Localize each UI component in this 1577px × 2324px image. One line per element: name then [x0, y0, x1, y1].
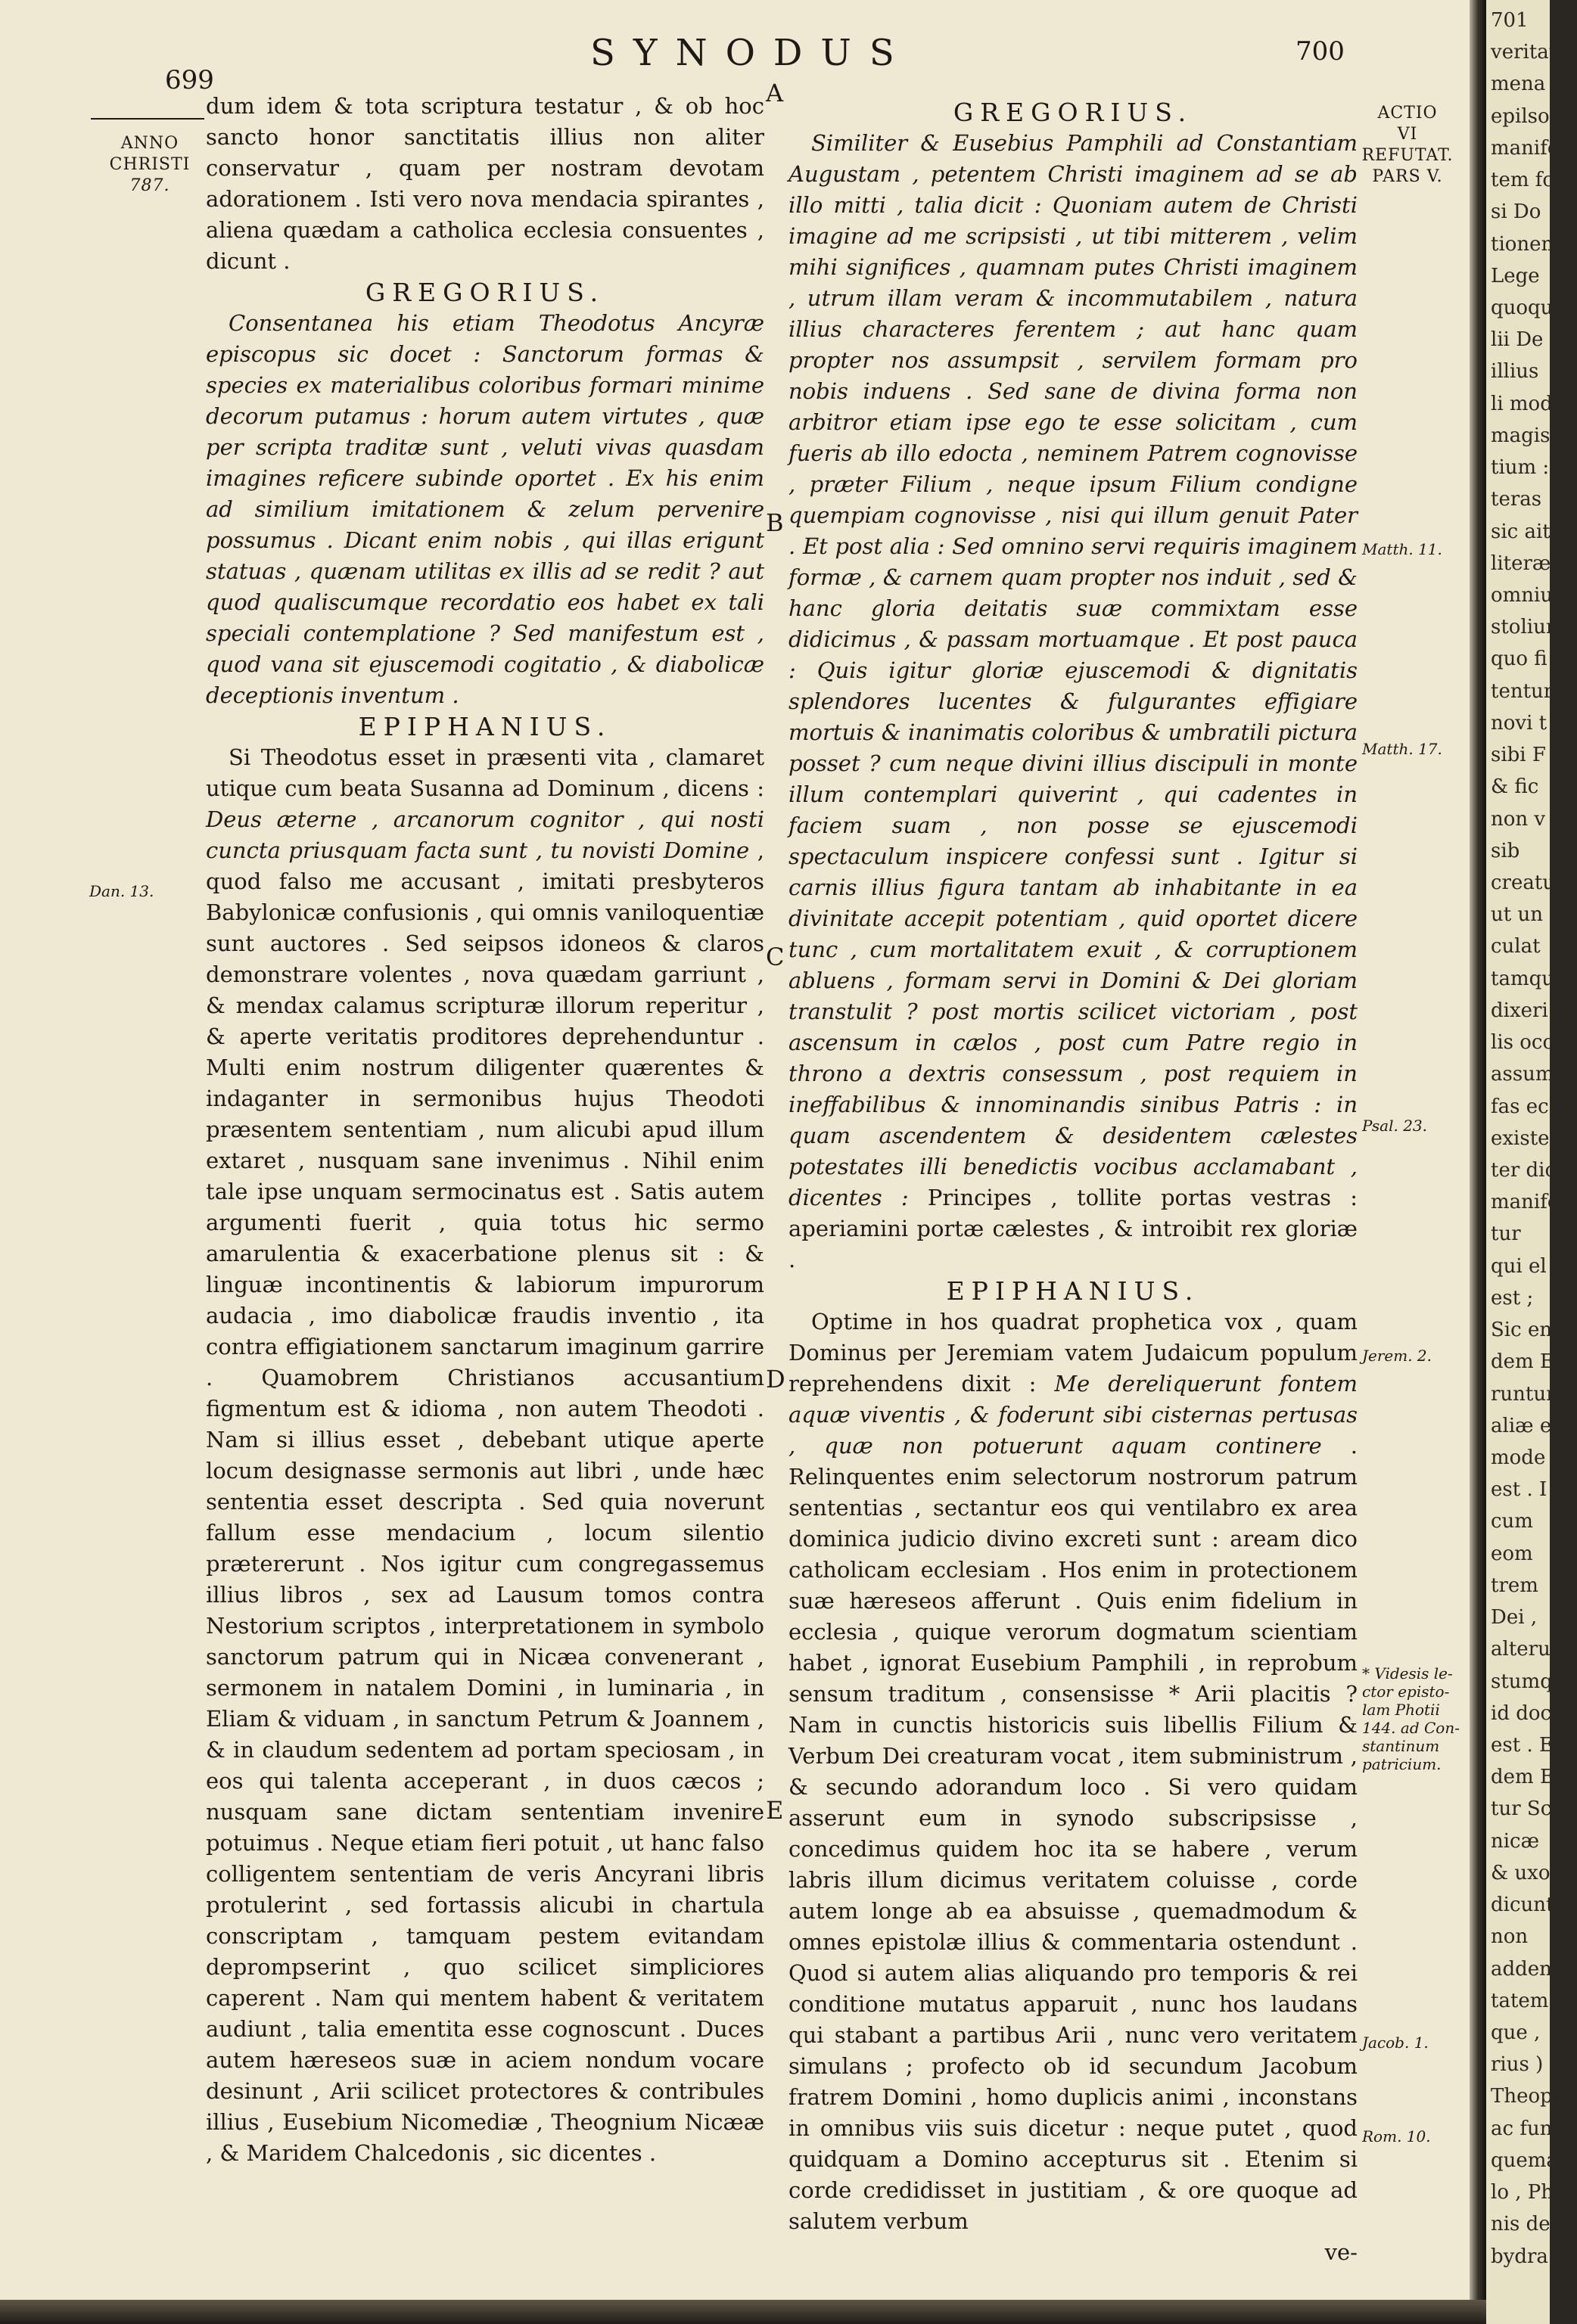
quotation-run: Deus æterne , arcanorum cognitor , qui nosti cuncta priusquam facta sunt , tu novisti Domine — [206, 806, 764, 863]
adjacent-page-fragment: tatem — [1491, 1989, 1549, 2012]
running-title: SYNODUS — [590, 32, 913, 74]
adjacent-page-fragment: & uxo — [1491, 1861, 1551, 1884]
adjacent-page-fragment: omniu — [1491, 584, 1554, 607]
adjacent-page-fragment: dem E — [1491, 1766, 1554, 1789]
adjacent-page-fragment: sic ait — [1491, 520, 1551, 543]
page-bottom-edge — [0, 2300, 1486, 2324]
page-number-left: 699 — [165, 65, 214, 95]
adjacent-page-fragment: quoque — [1491, 297, 1565, 319]
adjacent-page-fragment: tionem — [1491, 232, 1560, 256]
adjacent-page-fragment: & fic — [1491, 775, 1539, 799]
speaker-heading: GREGORIUS. — [365, 278, 605, 307]
adjacent-page-fragment: est . I — [1491, 1478, 1547, 1502]
adjacent-page-fragment: est ; — [1491, 1286, 1534, 1310]
actio-note — [1356, 103, 1459, 188]
adjacent-page-fragment: runtur — [1491, 1382, 1556, 1406]
adjacent-page-fragment: tentur — [1491, 679, 1554, 703]
adjacent-page-fragment: mena — [1491, 73, 1546, 96]
section-letter: D — [766, 1365, 785, 1393]
adjacent-page-fragment: illius — [1491, 360, 1539, 384]
adjacent-page-fragment: ac fun — [1491, 2117, 1553, 2140]
adjacent-page-fragment: existen — [1491, 1126, 1563, 1150]
adjacent-page-fragment: sib — [1491, 839, 1520, 862]
adjacent-page-fragment: li mod — [1491, 392, 1553, 415]
adjacent-page-fragment: manife — [1491, 1191, 1560, 1214]
adjacent-page-fragment: dicunt — [1491, 1894, 1554, 1917]
margin-reference: Psal. 23. — [1362, 1117, 1428, 1135]
adjacent-page-fragment: manifest — [1491, 136, 1577, 160]
book-gutter — [1470, 0, 1486, 2324]
note-line: * Videsis le- — [1362, 1664, 1453, 1682]
adjacent-page-fragment: quo fi — [1491, 648, 1547, 671]
adjacent-page-fragment: 701 — [1491, 9, 1529, 32]
catchword: ve- — [1324, 2239, 1358, 2265]
text-run: Optime in hos quadrat prophetica vox , quam Dominus per Jeremiam vatem Judaicum populum reprehendens dixit : — [788, 1309, 1358, 1397]
section-letter: A — [766, 79, 784, 107]
adjacent-page-fragment: dem E — [1491, 1350, 1554, 1374]
margin-reference: Matth. 17. — [1362, 740, 1442, 758]
adjacent-page-fragment: Lege — [1491, 264, 1540, 287]
section-letter: B — [766, 508, 784, 537]
epiphanius-paragraph — [788, 1306, 1358, 2237]
adjacent-page-fragment: non v — [1491, 807, 1546, 831]
quotation-run: Similiter & Eusebius Pamphili ad Constantiam Augustam , petentem Christi imaginem ad se ab illo mitti , talia dicit : Quoniam autem de Christi imagine ad me scripsisti , ut tibi mitterem , velim mihi significes , quamnam putes Christi imaginem , utrum illam veram & incommutabilem , natura illius characteres ferentem ; aut hanc quam propter nos assumpsit , servilem formam pro nobis induens . Sed sane de divina forma non arbitror etiam ipse ego te esse solicitam , cum fueris ab illo edocta , neminem Patrem cognovisse , præter Filium , neque ipsum Filium condigne quempiam cognovisse , nisi qui illum genuit Pater . Et post alia : Sed omnino servi requiris imaginem formæ , & carnem quam propter nos induit , sed & hanc gloria deitatis suæ commixtam esse didicimus , & passam mortuamque . Et post pauca : Quis igitur gloriæ ejuscemodi & dignitatis splendores lucentes & fulgurantes effigiare mortuis & inanimatis coloribus & umbratili pictura posset ? cum neque divini illius discipuli in monte illum contemplari quiverint , qui cadentes in faciem suam , non posse se ejuscemodi spectaculum inspicere confessi sunt . Igitur si carnis illius figura tantam ab inhabitante in ea divinitate accepit potentiam , quid oportet dicere tunc , cum mortalitatem exuit , & corruptionem abluens , formam servi in Domini & Dei gloriam transtulit ? post mortis scilicet victoriam , post ascensum in cælos , post cum Patre regio in throno a dextris consessum , post requiem in ineffabilibus & innominandis sinibus Patris : in quam ascendentem & desidentem cælestes potestates illi benedictis vocibus acclamabant , dicentes : — [788, 130, 1358, 1210]
adjacent-page-fragment: aliæ e — [1491, 1414, 1552, 1437]
adjacent-page-fragment: eom — [1491, 1542, 1533, 1565]
adjacent-page-fragment: alteru — [1491, 1638, 1551, 1661]
adjacent-page-fragment: addent — [1491, 1957, 1560, 1981]
adjacent-page-fragment: veritat — [1491, 41, 1557, 64]
adjacent-page-fragment: sibi F — [1491, 744, 1546, 767]
adjacent-page-fragment: teras — [1491, 488, 1542, 511]
adjacent-page-fragment: cum — [1491, 1510, 1533, 1533]
christi-label: CHRISTI — [109, 155, 191, 174]
adjacent-page-edge — [1486, 0, 1577, 2324]
actio-number: VI — [1397, 125, 1418, 144]
text-run: Principes , tollite portas vestras : aperiamini portæ cælestes , & introibit rex gloriæ . — [788, 1185, 1358, 1272]
adjacent-page-fragment: Dei , — [1491, 1606, 1538, 1630]
opening-paragraph: dum idem & tota scriptura testatur , & ob hoc sancto honor sanctitatis illius non aliter conservatur , quam per nostram devotam adorationem . Isti vero nova mendacia spirantes , aliena quædam a catholica ecclesia consuentes , dicunt . — [206, 93, 764, 274]
adjacent-page-fragment: rius ) — [1491, 2053, 1544, 2077]
adjacent-page-fragment: nicæ — [1491, 1829, 1540, 1853]
adjacent-page-fragment: literæ — [1491, 551, 1551, 575]
speaker-heading: GREGORIUS. — [953, 98, 1193, 127]
adjacent-page-fragment: Sic en — [1491, 1319, 1553, 1342]
adjacent-page-fragment: culat — [1491, 935, 1541, 958]
adjacent-page-fragment: mode — [1491, 1446, 1546, 1469]
pars-label: PARS V. — [1372, 167, 1443, 186]
adjacent-page-fragment: tem fc — [1491, 169, 1554, 192]
left-column — [206, 91, 764, 2169]
margin-reference: Jacob. 1. — [1362, 2034, 1429, 2052]
epiphanius-paragraph — [206, 742, 764, 2169]
adjacent-page-fragment: assumo — [1491, 1063, 1566, 1086]
adjacent-page-fragment: lis occ — [1491, 1031, 1554, 1055]
adjacent-page-fragment: qui el — [1491, 1254, 1547, 1278]
adjacent-page-fragment: novi t — [1491, 711, 1547, 735]
margin-reference: Matth. 11. — [1362, 540, 1442, 558]
adjacent-page-fragment: lii De — [1491, 328, 1544, 352]
quotation-run: Me dereliquerunt fontem aquæ viventis , & foderunt sibi cisternas pertusas , quæ non potuerunt aquam continere — [788, 1371, 1358, 1459]
adjacent-page-fragment: stumqu — [1491, 1670, 1566, 1693]
text-run: . Relinquentes enim selectorum nostrorum patrum sententias , sectantur eos qui ventilabro ex area dominica judicio divino excreti sunt : aream dico catholicam ecclesiam . Hos enim in protectionem suæ hæreseos afferunt . Quis enim fidelium in ecclesia , quique verorum dogmatum scientiam habet , ignorat Eusebium Pamphili , in reprobum sensum traditum , consensisse * Arii placitis ? Nam in cunctis historicis suis libellis Filium & Verbum Dei creaturam vocat , item subministrum , & secundo adorandum loco . Si vero quidam asserunt eum in synodo subscripsisse , concedimus quidem hoc ita se habere , verum labris illum dicimus veritatem coluisse , corde autem longe ab ea absuisse , quemadmodum & omnes epistolæ illius & commentaria ostendunt . Quod si autem alias aliquando pro temporis & rei conditione mutatus apparuit , nunc hos laudans qui stabant a partibus Arii , nunc vero veritatem simulans ; profecto ob id secundum Jacobum fratrem Domini , homo duplicis animi , inconstans in omnibus viis suis dicetur : neque putet , quod quidquam a Domino accepturus sit . Etenim si corde credidisset in justitiam , & ore quoque ad salutem verbum — [788, 1433, 1358, 2234]
text-run: , quod falso me accusant , imitati presbyteros Babylonicæ confusionis , qui omnis vaniloquentiæ sunt auctores . Sed seipsos idoneos & claros demonstrare volentes , nova quædam garriunt , & mendax calamus scripturæ illorum reperitur , & aperte veritatis proditores deprehenduntur . Multi enim nostrum diligenter quærentes & indaganter in sermonibus hujus Theodoti præsentem sententiam , num alicubi apud illum extaret , nusquam sane invenimus . Nihil enim tale ipse unquam sermocinatus est . Satis autem argumenti fuerit , quia totus hic sermo amarulentia & exacerbatione plenus sit : & linguæ incontinentis & labiorum impurorum audacia , imo diabolicæ fraudis inventio , ita contra effigiationem sanctarum imaginum garrire . Quamobrem Christianos accusantium figmentum est & idioma , non autem Theodoti . Nam si illius esset , debebant utique aperte locum designasse sermonis aut libri , unde hæc sententia esset descripta . Sed quia noverunt fallum esse mendacium , locum silentio prætererunt . Nos igitur cum congregassemus illius libros , sex ad Lausum tomos contra Nestorium scriptos , interpretationem in symbolo sanctorum patrum qui in Nicæa convenerant , sermonem in natalem Domini , in luminaria , in Eliam & viduam , in sanctum Petrum & Joannem , & in claudum sedentem ad portam speciosam , in eos qui talenta acceperant , in duos cæcos ; nusquam sane dictam sententiam invenire potuimus . Neque etiam fieri potuit , ut hanc falso colligentem sententiam de veris Ancyrani libris protulerint , sed fortassis alicubi in chartula conscriptam , tamquam pestem evitandam deprompserint , quo scilicet simpliciores caperent . Nam qui mentem habent & veritatem audiunt , talia ementita esse cognoscunt . Duces autem hæreseos suæ in aciem nondum vocare desinunt , Arii scilicet protectores & contribules illius , Eusebium Nicomediæ , Theognium Nicææ , & Maridem Chalcedonis , sic dicentes . — [206, 837, 764, 2166]
section-letter: E — [766, 1796, 784, 1825]
anno-christi-note — [104, 133, 195, 197]
anno-label: ANNO — [120, 134, 179, 153]
margin-reference — [1362, 1664, 1460, 1773]
margin-rule — [91, 118, 204, 120]
adjacent-page-fragment: ut un — [1491, 903, 1543, 927]
note-line: lam Photii — [1362, 1701, 1440, 1719]
adjacent-page-fragment: nis dei — [1491, 2213, 1557, 2236]
adjacent-page-fragment: est . E — [1491, 1734, 1554, 1757]
adjacent-page-fragment: stolium — [1491, 616, 1565, 639]
gregorius-paragraph: Consentanea his etiam Theodotus Ancyræ episcopus sic docet : Sanctorum formas & species ex materialibus coloribus formari minime decorum putamus : horum autem virtutes , quæ per scripta traditæ sunt , veluti vivas quasdam imagines reficere subinde oportet . Ex his enim ad similium imitationem & zelum pervenire possumus . Dicant enim nobis , qui illas erigunt statuas , quænam utilitas ex illis ad se redit ? aut quod qualiscumque recordatio eos habet ex tali speciali contemplatione ? Sed manifestum est , quod vana sit ejuscemodi cogitatio , & diabolicæ deceptionis inventum . — [206, 310, 764, 708]
adjacent-page-fragment: fas ec — [1491, 1095, 1549, 1118]
note-line: patricium. — [1362, 1755, 1442, 1773]
margin-reference: Dan. 13. — [89, 882, 154, 900]
adjacent-page-fragment: epilsol — [1491, 104, 1556, 128]
adjacent-page-fragment: tium : — [1491, 456, 1550, 480]
adjacent-page-fragment: ter dic — [1491, 1159, 1557, 1182]
section-letter: C — [766, 943, 785, 971]
right-column — [788, 97, 1358, 2268]
note-line: ctor episto- — [1362, 1682, 1450, 1701]
adjacent-page-fragment: non — [1491, 1925, 1529, 1949]
gregorius-paragraph — [788, 128, 1358, 1275]
actio-label: ACTIO — [1377, 104, 1438, 123]
adjacent-page-fragment: id doc — [1491, 1701, 1552, 1725]
speaker-heading: EPIPHANIUS. — [358, 712, 612, 741]
adjacent-page-fragment: que , — [1491, 2021, 1541, 2044]
year-label: 787. — [129, 176, 170, 195]
adjacent-page-fragment: si Do — [1491, 200, 1541, 224]
speaker-heading: EPIPHANIUS. — [946, 1276, 1200, 1306]
adjacent-page-fragment: Theopa — [1491, 2085, 1565, 2108]
adjacent-page-fragment: lo , Ph — [1491, 2181, 1554, 2204]
refutat-label: REFUTAT. — [1361, 146, 1454, 165]
adjacent-page-fragment: bydra — [1491, 2245, 1548, 2268]
text-run: Si Theodotus esset in præsenti vita , clamaret utique cum beata Susanna ad Dominum , dicens : — [206, 744, 764, 801]
adjacent-page-fragment: trem — [1491, 1574, 1538, 1597]
page-number-right: 700 — [1296, 36, 1345, 67]
adjacent-page-fragment: creatu — [1491, 872, 1556, 894]
margin-reference: Jerem. 2. — [1362, 1347, 1432, 1365]
note-line: 144. ad Con- — [1362, 1719, 1460, 1737]
adjacent-page-fragment: quemac — [1491, 2148, 1569, 2172]
adjacent-page-fragment: dixeri — [1491, 999, 1548, 1022]
adjacent-page-fragment: tamqu — [1491, 967, 1554, 990]
adjacent-page-fragment: tur — [1491, 1223, 1521, 1246]
note-line: stantinum — [1362, 1737, 1440, 1755]
adjacent-page-fragment: tur Sc — [1491, 1797, 1552, 1821]
margin-reference: Rom. 10. — [1362, 2127, 1431, 2145]
adjacent-page-fragment: magist — [1491, 424, 1558, 447]
